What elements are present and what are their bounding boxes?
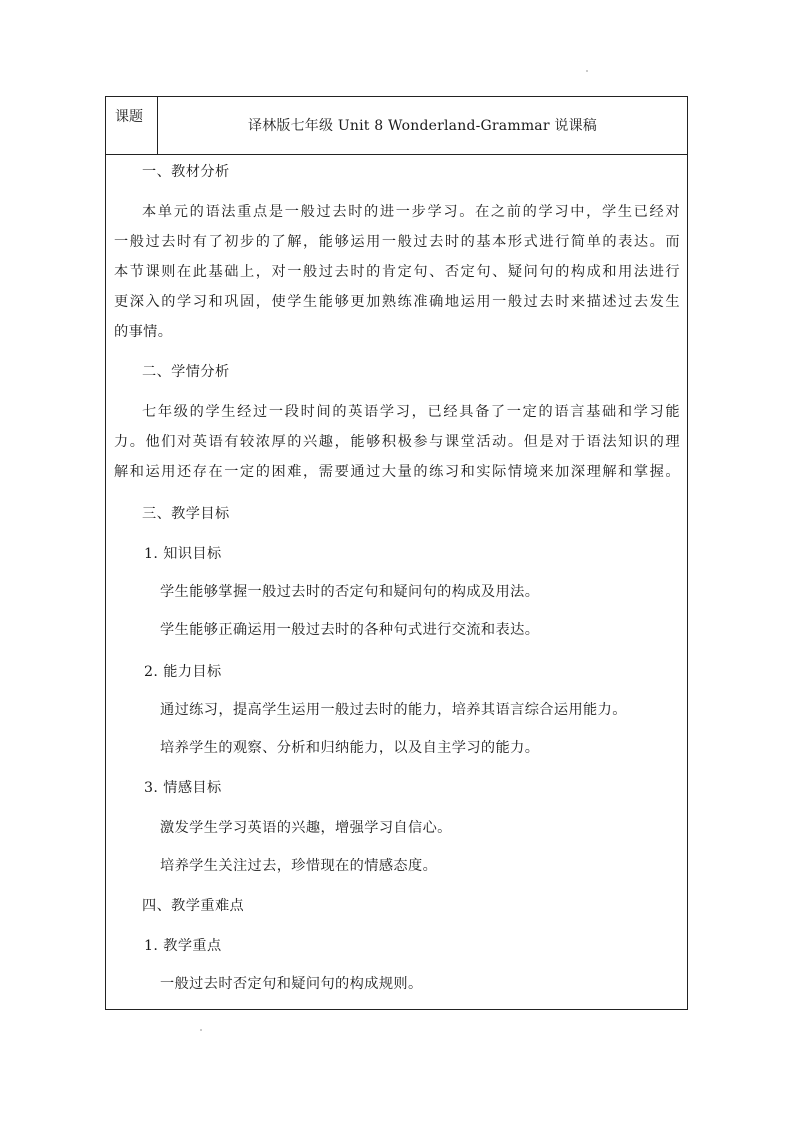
- objective-item: 培养学生的观察、分析和归纳能力，以及自主学习的能力。: [160, 740, 540, 756]
- paragraph-line: 更深入的学习和巩固，使学生能够更加熟练准确地运用一般过去时来描述过去发生: [114, 294, 680, 310]
- objective-item: 激发学生学习英语的兴趣，增强学习自信心。: [160, 820, 452, 836]
- subheading-knowledge-objectives: 1. 知识目标: [144, 546, 222, 562]
- objective-item: 通过练习，提高学生运用一般过去时的能力，培养其语言综合运用能力。: [160, 702, 627, 718]
- paragraph-line: 力。他们对英语有较浓厚的兴趣，能够积极参与课堂活动。但是对于语法知识的理: [114, 434, 680, 450]
- content-cell: [106, 155, 687, 1009]
- objective-item: 学生能够正确运用一般过去时的各种句式进行交流和表达。: [160, 622, 540, 638]
- subheading-ability-objectives: 2. 能力目标: [144, 664, 222, 680]
- paragraph-line: 本节课则在此基础上，对一般过去时的肯定句、否定句、疑问句的构成和用法进行: [114, 264, 680, 280]
- bottom-left-dot: [200, 1029, 202, 1031]
- objective-item: 学生能够掌握一般过去时的否定句和疑问句的构成及用法。: [160, 584, 540, 600]
- paragraph-line: 七年级的学生经过一段时间的英语学习，已经具备了一定的语言基础和学习能: [142, 404, 680, 420]
- objective-item: 培养学生关注过去，珍惜现在的情感态度。: [160, 858, 438, 874]
- paragraph-line: 一般过去时有了初步的了解，能够运用一般过去时的基本形式进行简单的表达。而: [114, 234, 680, 250]
- document-title: 译林版七年级 Unit 8 Wonderland-Grammar 说课稿: [248, 118, 597, 134]
- lesson-plan-table: [105, 96, 688, 1010]
- section-heading-textbook-analysis: 一、教材分析: [142, 164, 230, 180]
- section-heading-student-analysis: 二、学情分析: [142, 364, 230, 380]
- top-right-dot: [586, 70, 588, 72]
- topic-label: 课题: [106, 97, 158, 154]
- paragraph-line: 的事情。: [114, 324, 173, 340]
- focus-item: 一般过去时否定句和疑问句的构成规则。: [160, 976, 423, 992]
- subheading-emotional-objectives: 3. 情感目标: [144, 780, 222, 796]
- subheading-teaching-focus: 1. 教学重点: [144, 938, 222, 954]
- section-heading-key-difficult-points: 四、教学重难点: [142, 898, 245, 914]
- header-row: [106, 97, 687, 155]
- section-heading-teaching-objectives: 三、教学目标: [142, 506, 230, 522]
- paragraph-line: 本单元的语法重点是一般过去时的进一步学习。在之前的学习中，学生已经对: [142, 204, 680, 220]
- paragraph-line: 解和运用还存在一定的困难，需要通过大量的练习和实际情境来加深理解和掌握。: [114, 464, 680, 480]
